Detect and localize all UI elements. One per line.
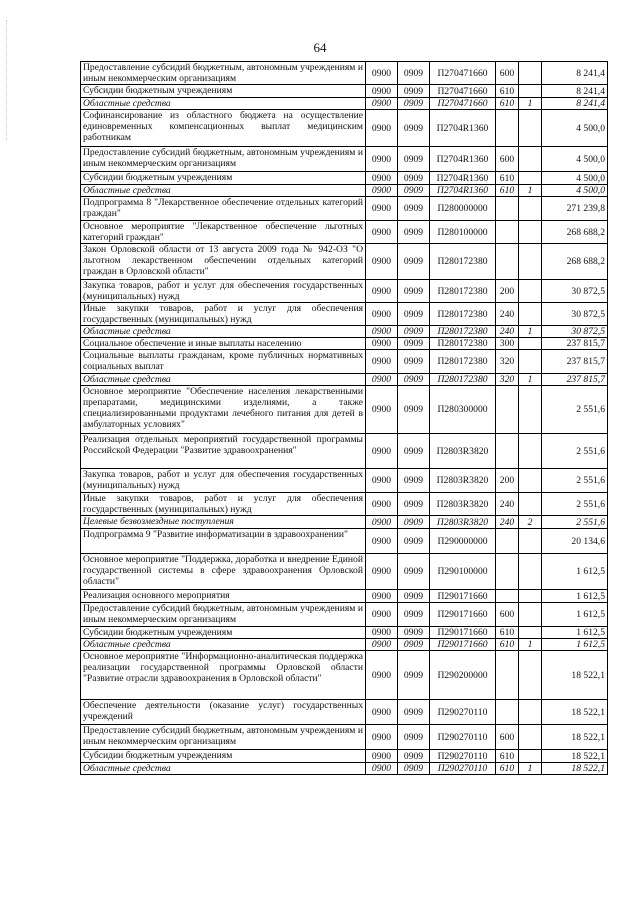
table-row <box>81 750 608 763</box>
funding-source-cell <box>519 244 542 280</box>
table-row <box>81 639 608 651</box>
funding-source-cell <box>519 750 542 763</box>
section-code-cell: 0900 <box>366 98 398 110</box>
row-name-cell: Подпрограмма 9 "Развитие информатизации в здравоохранении" <box>81 529 366 554</box>
funding-source-cell <box>519 147 542 172</box>
table-row <box>81 185 608 197</box>
row-name-cell: Основное мероприятие "Лекарственное обеспечение льготных категорий граждан" <box>81 221 366 244</box>
table-row <box>81 338 608 350</box>
expense-type-cell: 610 <box>496 763 519 775</box>
row-name-cell: Закон Орловской области от 13 августа 2009 года № 942-ОЗ "О льготном лекарственном обеспечении отдельных категорий граждан в Орловской области" <box>81 244 366 280</box>
funding-source-cell <box>519 280 542 303</box>
scan-margin-marks <box>6 20 10 140</box>
amount-cell: 30 872,5 <box>542 326 608 338</box>
subsection-code-cell: 0909 <box>398 554 430 590</box>
funding-source-cell <box>519 350 542 374</box>
funding-source-cell <box>519 469 542 493</box>
section-code-cell: 0900 <box>366 639 398 651</box>
expense-type-cell: 600 <box>496 62 519 85</box>
amount-cell: 18 522,1 <box>542 700 608 725</box>
expense-type-cell: 240 <box>496 493 519 516</box>
page-number: 64 <box>313 40 327 55</box>
amount-cell: 20 134,6 <box>542 529 608 554</box>
expense-type-cell: 610 <box>496 185 519 197</box>
expense-type-cell: 600 <box>496 603 519 627</box>
target-article-cell: П290270110 <box>430 763 496 775</box>
subsection-code-cell: 0909 <box>398 725 430 750</box>
expense-type-cell: 240 <box>496 303 519 326</box>
expense-type-cell <box>496 244 519 280</box>
amount-cell: 2 551,6 <box>542 493 608 516</box>
expense-type-cell: 610 <box>496 639 519 651</box>
row-name-cell: Областные средства <box>81 639 366 651</box>
section-code-cell: 0900 <box>366 326 398 338</box>
target-article-cell: П270471660 <box>430 62 496 85</box>
subsection-code-cell: 0909 <box>398 374 430 386</box>
subsection-code-cell: 0909 <box>398 197 430 221</box>
row-name-cell: Областные средства <box>81 185 366 197</box>
target-article-cell: П290270110 <box>430 700 496 725</box>
section-code-cell: 0900 <box>366 516 398 529</box>
funding-source-cell <box>519 529 542 554</box>
funding-source-cell <box>519 651 542 700</box>
section-code-cell: 0900 <box>366 725 398 750</box>
row-name-cell: Социальное обеспечение и иные выплаты населению <box>81 338 366 350</box>
row-name-cell: Основное мероприятие "Поддержка, доработка и внедрение Единой государственной системы в сфере здравоохранения Орловской области" <box>81 554 366 590</box>
subsection-code-cell: 0909 <box>398 303 430 326</box>
section-code-cell: 0900 <box>366 172 398 185</box>
section-code-cell: 0900 <box>366 529 398 554</box>
expense-type-cell: 610 <box>496 98 519 110</box>
target-article-cell: П280000000 <box>430 197 496 221</box>
row-name-cell: Социальные выплаты гражданам, кроме публичных нормативных социальных выплат <box>81 350 366 374</box>
table-row <box>81 172 608 185</box>
target-article-cell: П2803R3820 <box>430 434 496 469</box>
table-row <box>81 590 608 603</box>
table-row <box>81 280 608 303</box>
table-row <box>81 221 608 244</box>
target-article-cell: П2704R1360 <box>430 147 496 172</box>
section-code-cell: 0900 <box>366 700 398 725</box>
row-name-cell: Закупка товаров, работ и услуг для обеспечения государственных (муниципальных) нужд <box>81 280 366 303</box>
expense-type-cell: 610 <box>496 627 519 639</box>
subsection-code-cell: 0909 <box>398 147 430 172</box>
funding-source-cell: 1 <box>519 763 542 775</box>
subsection-code-cell: 0909 <box>398 627 430 639</box>
section-code-cell: 0900 <box>366 303 398 326</box>
target-article-cell: П290171660 <box>430 639 496 651</box>
section-code-cell: 0900 <box>366 221 398 244</box>
amount-cell: 8 241,4 <box>542 85 608 98</box>
table-row <box>81 603 608 627</box>
section-code-cell: 0900 <box>366 244 398 280</box>
section-code-cell: 0900 <box>366 338 398 350</box>
target-article-cell: П280172380 <box>430 350 496 374</box>
subsection-code-cell: 0909 <box>398 62 430 85</box>
target-article-cell: П290100000 <box>430 554 496 590</box>
subsection-code-cell: 0909 <box>398 338 430 350</box>
section-code-cell: 0900 <box>366 85 398 98</box>
amount-cell: 268 688,2 <box>542 244 608 280</box>
row-name-cell: Закупка товаров, работ и услуг для обеспечения государственных (муниципальных) нужд <box>81 469 366 493</box>
row-name-cell: Областные средства <box>81 98 366 110</box>
section-code-cell: 0900 <box>366 434 398 469</box>
section-code-cell: 0900 <box>366 763 398 775</box>
target-article-cell: П2803R3820 <box>430 493 496 516</box>
funding-source-cell: 1 <box>519 639 542 651</box>
budget-table-body <box>81 62 608 775</box>
expense-type-cell: 610 <box>496 85 519 98</box>
table-row <box>81 85 608 98</box>
target-article-cell: П280100000 <box>430 221 496 244</box>
expense-type-cell: 610 <box>496 750 519 763</box>
amount-cell: 2 551,6 <box>542 434 608 469</box>
subsection-code-cell: 0909 <box>398 85 430 98</box>
target-article-cell: П2704R1360 <box>430 172 496 185</box>
amount-cell: 8 241,4 <box>542 62 608 85</box>
expense-type-cell: 600 <box>496 725 519 750</box>
row-name-cell: Реализация основного мероприятия <box>81 590 366 603</box>
row-name-cell: Целевые безвозмездные поступления <box>81 516 366 529</box>
amount-cell: 4 500,0 <box>542 172 608 185</box>
subsection-code-cell: 0909 <box>398 244 430 280</box>
row-name-cell: Субсидии бюджетным учреждениям <box>81 85 366 98</box>
amount-cell: 18 522,1 <box>542 763 608 775</box>
funding-source-cell: 1 <box>519 374 542 386</box>
funding-source-cell <box>519 62 542 85</box>
expense-type-cell <box>496 197 519 221</box>
table-row <box>81 98 608 110</box>
subsection-code-cell: 0909 <box>398 529 430 554</box>
target-article-cell: П2704R1360 <box>430 110 496 147</box>
table-row <box>81 110 608 147</box>
target-article-cell: П280172380 <box>430 326 496 338</box>
subsection-code-cell: 0909 <box>398 280 430 303</box>
amount-cell: 4 500,0 <box>542 185 608 197</box>
subsection-code-cell: 0909 <box>398 386 430 434</box>
funding-source-cell <box>519 700 542 725</box>
subsection-code-cell: 0909 <box>398 172 430 185</box>
section-code-cell: 0900 <box>366 651 398 700</box>
row-name-cell: Иные закупки товаров, работ и услуг для обеспечения государственных (муниципальных) нужд <box>81 493 366 516</box>
amount-cell: 237 815,7 <box>542 350 608 374</box>
target-article-cell: П270471660 <box>430 85 496 98</box>
table-row <box>81 700 608 725</box>
section-code-cell: 0900 <box>366 197 398 221</box>
target-article-cell: П2803R3820 <box>430 469 496 493</box>
expense-type-cell: 320 <box>496 350 519 374</box>
subsection-code-cell: 0909 <box>398 590 430 603</box>
target-article-cell: П290270110 <box>430 725 496 750</box>
budget-table <box>80 61 608 775</box>
section-code-cell: 0900 <box>366 386 398 434</box>
section-code-cell: 0900 <box>366 62 398 85</box>
subsection-code-cell: 0909 <box>398 110 430 147</box>
row-name-cell: Основное мероприятие "Обеспечение населения лекарственными препаратами, медицинскими изделиями, а также специализированными продуктами лечебного питания для детей в амбулаторных условиях" <box>81 386 366 434</box>
amount-cell: 2 551,6 <box>542 469 608 493</box>
amount-cell: 8 241,4 <box>542 98 608 110</box>
table-row <box>81 434 608 469</box>
expense-type-cell: 320 <box>496 374 519 386</box>
amount-cell: 237 815,7 <box>542 374 608 386</box>
amount-cell: 1 612,5 <box>542 590 608 603</box>
amount-cell: 271 239,8 <box>542 197 608 221</box>
expense-type-cell <box>496 651 519 700</box>
expense-type-cell: 600 <box>496 147 519 172</box>
target-article-cell: П2704R1360 <box>430 185 496 197</box>
target-article-cell: П280172380 <box>430 280 496 303</box>
target-article-cell: П290171660 <box>430 627 496 639</box>
expense-type-cell: 200 <box>496 280 519 303</box>
table-row <box>81 303 608 326</box>
target-article-cell: П290270110 <box>430 750 496 763</box>
expense-type-cell: 300 <box>496 338 519 350</box>
row-name-cell: Предоставление субсидий бюджетным, автономным учреждениям и иным некоммерческим организациям <box>81 147 366 172</box>
section-code-cell: 0900 <box>366 374 398 386</box>
expense-type-cell <box>496 221 519 244</box>
target-article-cell: П270471660 <box>430 98 496 110</box>
expense-type-cell: 200 <box>496 469 519 493</box>
amount-cell: 2 551,6 <box>542 516 608 529</box>
target-article-cell: П280300000 <box>430 386 496 434</box>
table-row <box>81 374 608 386</box>
funding-source-cell <box>519 338 542 350</box>
row-name-cell: Субсидии бюджетным учреждениям <box>81 172 366 185</box>
amount-cell: 30 872,5 <box>542 303 608 326</box>
amount-cell: 18 522,1 <box>542 725 608 750</box>
subsection-code-cell: 0909 <box>398 98 430 110</box>
amount-cell: 30 872,5 <box>542 280 608 303</box>
amount-cell: 1 612,5 <box>542 603 608 627</box>
table-row <box>81 62 608 85</box>
table-row <box>81 493 608 516</box>
expense-type-cell: 240 <box>496 326 519 338</box>
funding-source-cell <box>519 627 542 639</box>
table-row <box>81 244 608 280</box>
table-row <box>81 147 608 172</box>
subsection-code-cell: 0909 <box>398 434 430 469</box>
section-code-cell: 0900 <box>366 110 398 147</box>
table-row <box>81 725 608 750</box>
table-row <box>81 516 608 529</box>
funding-source-cell <box>519 434 542 469</box>
funding-source-cell: 1 <box>519 326 542 338</box>
expense-type-cell <box>496 554 519 590</box>
section-code-cell: 0900 <box>366 590 398 603</box>
expense-type-cell: 610 <box>496 172 519 185</box>
row-name-cell: Областные средства <box>81 763 366 775</box>
expense-type-cell <box>496 590 519 603</box>
section-code-cell: 0900 <box>366 627 398 639</box>
amount-cell: 4 500,0 <box>542 147 608 172</box>
funding-source-cell: 1 <box>519 98 542 110</box>
row-name-cell: Основное мероприятие "Информационно-аналитическая поддержка реализации государственной программы Орловской области "Развитие отрасли здравоохранения в Орловской области" <box>81 651 366 700</box>
row-name-cell: Субсидии бюджетным учреждениям <box>81 750 366 763</box>
amount-cell: 4 500,0 <box>542 110 608 147</box>
section-code-cell: 0900 <box>366 350 398 374</box>
table-row <box>81 529 608 554</box>
funding-source-cell: 1 <box>519 185 542 197</box>
row-name-cell: Предоставление субсидий бюджетным, автономным учреждениям и иным некоммерческим организациям <box>81 62 366 85</box>
section-code-cell: 0900 <box>366 280 398 303</box>
section-code-cell: 0900 <box>366 750 398 763</box>
funding-source-cell <box>519 603 542 627</box>
target-article-cell: П280172380 <box>430 303 496 326</box>
row-name-cell: Подпрограмма 8 "Лекарственное обеспечение отдельных категорий граждан" <box>81 197 366 221</box>
subsection-code-cell: 0909 <box>398 700 430 725</box>
amount-cell: 2 551,6 <box>542 386 608 434</box>
subsection-code-cell: 0909 <box>398 221 430 244</box>
amount-cell: 1 612,5 <box>542 627 608 639</box>
funding-source-cell <box>519 110 542 147</box>
row-name-cell: Областные средства <box>81 374 366 386</box>
amount-cell: 237 815,7 <box>542 338 608 350</box>
subsection-code-cell: 0909 <box>398 763 430 775</box>
funding-source-cell <box>519 197 542 221</box>
target-article-cell: П290200000 <box>430 651 496 700</box>
subsection-code-cell: 0909 <box>398 350 430 374</box>
funding-source-cell <box>519 85 542 98</box>
target-article-cell: П280172380 <box>430 374 496 386</box>
funding-source-cell <box>519 221 542 244</box>
subsection-code-cell: 0909 <box>398 469 430 493</box>
funding-source-cell <box>519 303 542 326</box>
target-article-cell: П290171660 <box>430 590 496 603</box>
section-code-cell: 0900 <box>366 493 398 516</box>
row-name-cell: Софинансирование из областного бюджета на осуществление единовременных компенсационных выплат медицинским работникам <box>81 110 366 147</box>
table-row <box>81 386 608 434</box>
expense-type-cell <box>496 110 519 147</box>
section-code-cell: 0900 <box>366 603 398 627</box>
target-article-cell: П290000000 <box>430 529 496 554</box>
expense-type-cell: 240 <box>496 516 519 529</box>
amount-cell: 1 612,5 <box>542 639 608 651</box>
table-row <box>81 326 608 338</box>
expense-type-cell <box>496 700 519 725</box>
row-name-cell: Областные средства <box>81 326 366 338</box>
row-name-cell: Реализация отдельных мероприятий государственной программы Российской Федерации "Развитие здравоохранения" <box>81 434 366 469</box>
amount-cell: 268 688,2 <box>542 221 608 244</box>
row-name-cell: Предоставление субсидий бюджетным, автономным учреждениям и иным некоммерческим организациям <box>81 603 366 627</box>
section-code-cell: 0900 <box>366 469 398 493</box>
subsection-code-cell: 0909 <box>398 639 430 651</box>
table-row <box>81 627 608 639</box>
target-article-cell: П280172380 <box>430 244 496 280</box>
subsection-code-cell: 0909 <box>398 516 430 529</box>
funding-source-cell: 2 <box>519 516 542 529</box>
section-code-cell: 0900 <box>366 147 398 172</box>
subsection-code-cell: 0909 <box>398 493 430 516</box>
table-row <box>81 197 608 221</box>
amount-cell: 1 612,5 <box>542 554 608 590</box>
subsection-code-cell: 0909 <box>398 326 430 338</box>
target-article-cell: П2803R3820 <box>430 516 496 529</box>
table-row <box>81 469 608 493</box>
funding-source-cell <box>519 725 542 750</box>
subsection-code-cell: 0909 <box>398 651 430 700</box>
table-row <box>81 651 608 700</box>
target-article-cell: П280172380 <box>430 338 496 350</box>
table-row <box>81 763 608 775</box>
funding-source-cell <box>519 493 542 516</box>
table-row <box>81 350 608 374</box>
funding-source-cell <box>519 554 542 590</box>
funding-source-cell <box>519 172 542 185</box>
row-name-cell: Обеспечение деятельности (оказание услуг) государственных учреждений <box>81 700 366 725</box>
expense-type-cell <box>496 434 519 469</box>
expense-type-cell <box>496 386 519 434</box>
row-name-cell: Субсидии бюджетным учреждениям <box>81 627 366 639</box>
subsection-code-cell: 0909 <box>398 750 430 763</box>
section-code-cell: 0900 <box>366 554 398 590</box>
expense-type-cell <box>496 529 519 554</box>
section-code-cell: 0900 <box>366 185 398 197</box>
row-name-cell: Иные закупки товаров, работ и услуг для обеспечения государственных (муниципальных) нужд <box>81 303 366 326</box>
table-row <box>81 554 608 590</box>
amount-cell: 18 522,1 <box>542 750 608 763</box>
target-article-cell: П290171660 <box>430 603 496 627</box>
funding-source-cell <box>519 386 542 434</box>
subsection-code-cell: 0909 <box>398 185 430 197</box>
funding-source-cell <box>519 590 542 603</box>
amount-cell: 18 522,1 <box>542 651 608 700</box>
subsection-code-cell: 0909 <box>398 603 430 627</box>
row-name-cell: Предоставление субсидий бюджетным, автономным учреждениям и иным некоммерческим организациям <box>81 725 366 750</box>
